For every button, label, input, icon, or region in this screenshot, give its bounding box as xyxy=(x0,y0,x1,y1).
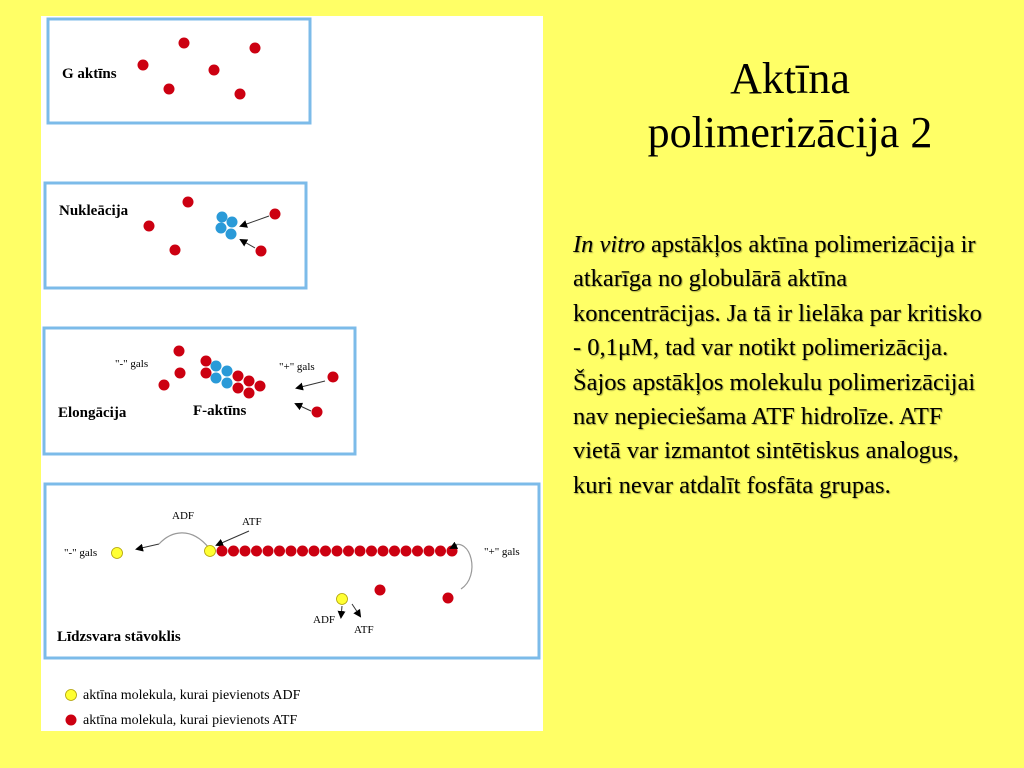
g-actin-monomer xyxy=(138,60,149,71)
adf-actin-monomer xyxy=(337,594,348,605)
plus-end-label: "+" gals xyxy=(484,546,520,558)
slide-title-line1: Aktīna xyxy=(730,54,850,103)
filament-monomer xyxy=(343,546,354,557)
filament-monomer xyxy=(401,546,412,557)
filament-monomer xyxy=(201,356,212,367)
panel-steady-state xyxy=(45,484,539,658)
g-actin-monomer xyxy=(164,84,175,95)
filament-monomer xyxy=(233,371,244,382)
nucleus-monomer xyxy=(227,217,238,228)
filament-monomer xyxy=(211,361,222,372)
legend-marker-adf xyxy=(66,690,77,701)
g-actin-monomer xyxy=(328,372,339,383)
g-actin-monomer xyxy=(175,368,186,379)
panel-elongation xyxy=(44,328,355,454)
adf-actin-monomer xyxy=(205,546,216,557)
legend-text-adf: aktīna molekula, kurai pievienots ADF xyxy=(83,688,301,703)
filament-monomer xyxy=(309,546,320,557)
panel-elongation-label: Elongācija xyxy=(58,405,127,421)
filament-monomer xyxy=(412,546,423,557)
adf-label: ADF xyxy=(313,614,336,626)
body-italic-phrase: In vitro xyxy=(573,231,645,258)
panel-nucleation-label: Nukleācija xyxy=(59,203,129,219)
panel-nucleation-border xyxy=(45,183,306,288)
filament-monomer xyxy=(332,546,343,557)
g-actin-monomer xyxy=(375,585,386,596)
adf-label: ADF xyxy=(172,510,195,522)
filament-monomer xyxy=(255,381,266,392)
filament-monomer xyxy=(228,546,239,557)
filament-monomer xyxy=(274,546,285,557)
minus-end-label: "-" gals xyxy=(64,547,98,559)
g-actin-monomer xyxy=(174,346,185,357)
filament-monomer xyxy=(389,546,400,557)
g-actin-monomer xyxy=(209,65,220,76)
filament-monomer xyxy=(244,376,255,387)
filament-monomer xyxy=(355,546,366,557)
filament-monomer xyxy=(320,546,331,557)
g-actin-monomer xyxy=(183,197,194,208)
filament-monomer xyxy=(286,546,297,557)
filament-monomer xyxy=(233,383,244,394)
atf-label: ATF xyxy=(242,516,262,528)
diagram-svg xyxy=(41,16,543,731)
filament-monomer xyxy=(435,546,446,557)
g-actin-monomer xyxy=(270,209,281,220)
filament-monomer xyxy=(244,388,255,399)
slide-body-text xyxy=(573,228,983,503)
f-actin-label: F-aktīns xyxy=(193,403,247,419)
panel-nucleation xyxy=(45,183,306,288)
nucleus-monomer xyxy=(217,212,228,223)
adf-actin-monomer xyxy=(112,548,123,559)
slide-title-line2: polimerizācija 2 xyxy=(647,108,933,157)
legend-text-atf: aktīna molekula, kurai pievienots ATF xyxy=(83,713,298,728)
actin-polymerization-figure xyxy=(41,16,543,731)
filament-monomer xyxy=(211,373,222,384)
legend xyxy=(66,688,301,728)
panel-g-actin xyxy=(48,19,310,123)
filament-monomer xyxy=(297,546,308,557)
g-actin-monomer xyxy=(170,245,181,256)
filament-monomer xyxy=(378,546,389,557)
atf-label: ATF xyxy=(354,624,374,636)
panel-g-actin-label: G aktīns xyxy=(62,66,117,82)
g-actin-monomer xyxy=(159,380,170,391)
filament-monomer xyxy=(222,378,233,389)
filament-monomer xyxy=(263,546,274,557)
nucleus-monomer xyxy=(216,223,227,234)
nucleus-monomer xyxy=(226,229,237,240)
g-actin-monomer xyxy=(312,407,323,418)
filament-monomer xyxy=(251,546,262,557)
g-actin-monomer xyxy=(250,43,261,54)
filament-monomer xyxy=(240,546,251,557)
panel-steady-state-label: Līdzsvara stāvoklis xyxy=(57,629,181,645)
filament-monomer xyxy=(424,546,435,557)
plus-end-label: "+" gals xyxy=(279,361,315,373)
f-actin-filament xyxy=(217,546,458,557)
filament-monomer xyxy=(366,546,377,557)
panel-elongation-border xyxy=(44,328,355,454)
g-actin-monomer xyxy=(179,38,190,49)
g-actin-monomer xyxy=(256,246,267,257)
filament-monomer xyxy=(201,368,212,379)
g-actin-monomer xyxy=(235,89,246,100)
filament-monomer xyxy=(222,366,233,377)
minus-end-label: "-" gals xyxy=(115,358,149,370)
legend-marker-atf xyxy=(66,715,77,726)
filament-monomer xyxy=(217,546,228,557)
g-actin-monomer xyxy=(443,593,454,604)
slide-title xyxy=(560,52,1020,160)
g-actin-monomer xyxy=(144,221,155,232)
body-paragraph: apstākļos aktīna polimerizācija ir atkarīga no globulārā aktīna koncentrācijas. Ja tā ir lielāka par kritisko - 0,1μM, tad var notikt polimerizācija. Šajos apstākļos molekulu polimerizācijai nav nepieciešama ATF hidrolīze. ATF vietā var izmantot sintētiskus analogus, kuri nevar atdalīt fosfāta grupas. xyxy=(573,231,982,499)
